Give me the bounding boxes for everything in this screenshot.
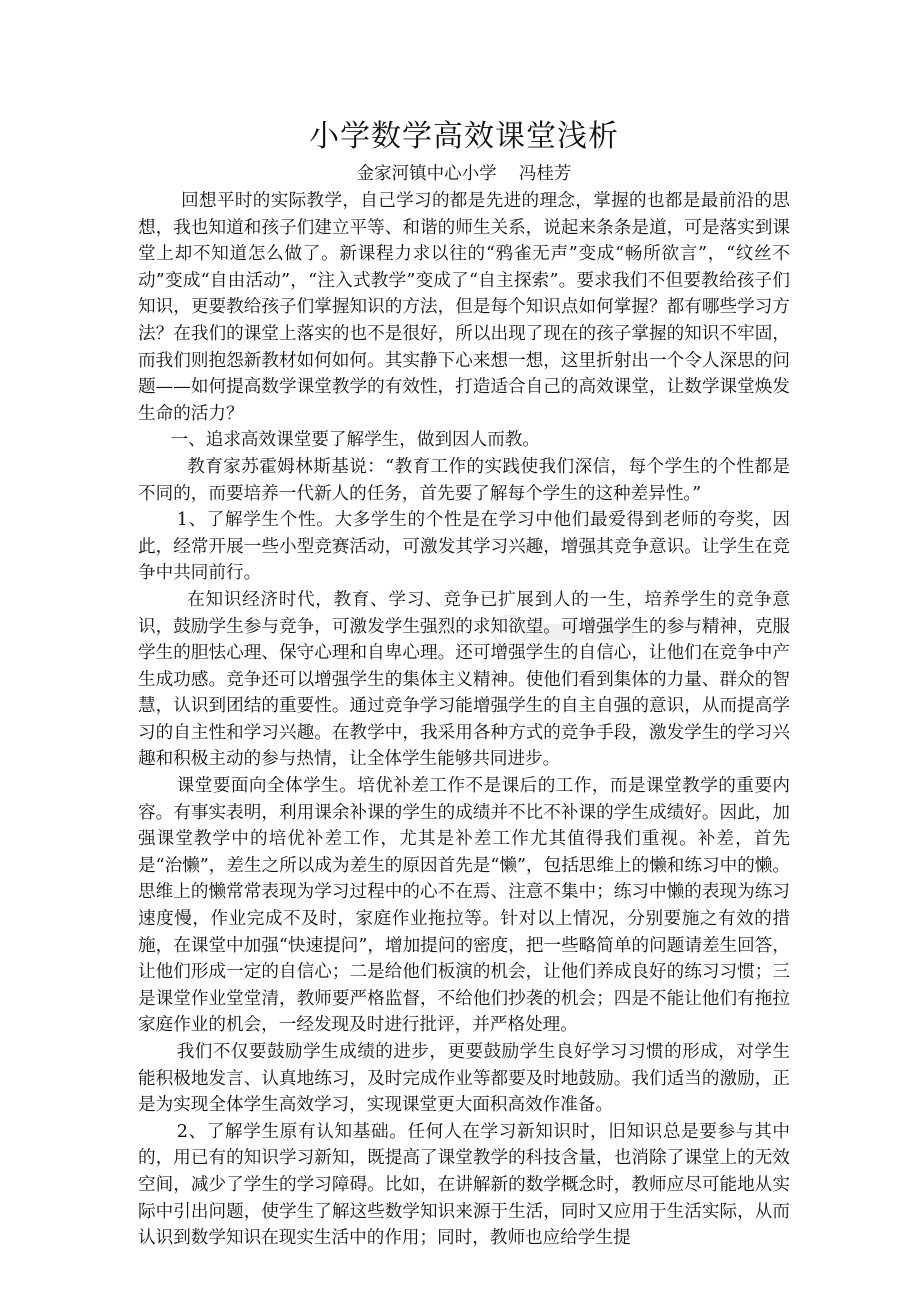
paragraph-all-students: 课堂要面向全体学生。培优补差工作不是课后的工作，而是课堂教学的重要内容。有事实表明，利用课余补课的学生的成绩并不比不补课的学生成绩好。因此，加强课堂教学中的培优补差工作，尤其是补差工作尤其值得我们重视。补差，首先是“治懒”，差生之所以成为差生的原因首先是“懒”，包括思维上的懒和练习中的懒。思维上的懒常常表现为学习过程中的心不在焉、注意不集中；练习中懒的表现为练习速度慢，作业完成不及时，家庭作业拖拉等。针对以上情况，分别要施之有效的措施，在课堂中加强“快速提问”，增加提问的密度，把一些略简单的问题请差生回答，让他们形成一定的自信心；二是给他们板演的机会，让他们养成良好的练习习惯；三是课堂作业堂堂清，教师要严格监督，不给他们抄袭的机会；四是不能让他们有拖拉家庭作业的机会，一经发现及时进行批评，并严格处理。 bbox=[138, 776, 790, 1036]
paragraph-point-1: 1、了解学生个性。大多学生的个性是在学习中他们最爱得到老师的夸奖，因此，经常开展一些小型竞赛活动，可激发其学习兴趣，增强其竞争意识。让学生在竞争中共同前行。 bbox=[138, 510, 790, 584]
paragraph-intro: 回想平时的实际教学，自己学习的都是先进的理念，掌握的也都是最前沿的思想，我也知道和孩子们建立平等、和谐的师生关系，说起来条条是道，可是落实到课堂上却不知道怎么做了。新课程力求以往的“鸦雀无声”变成“畅所欲言”，“纹丝不动”变成“自由活动”，“注入式教学”变成了“自主探索”。要求我们不但要教给孩子们知识，更要教给孩子们掌握知识的方法，但是每个知识点如何掌握？都有哪些学习方法？在我们的课堂上落实的也不是很好，所以出现了现在的孩子掌握的知识不牢固，而我们则抱怨新教材如何如何。其实静下心来想一想，这里折射出一个令人深思的问题——如何提高数学课堂教学的有效性，打造适合自己的高效课堂，让数学课堂焕发生命的活力？ bbox=[138, 191, 790, 424]
document-body bbox=[138, 188, 790, 1252]
paragraph-point-2: 2、了解学生原有认知基础。任何人在学习新知识时，旧知识总是要参与其中的，用已有的知识学习新知，既提高了课堂教学的科技含量，也消除了课堂上的无效空间，减少了学生的学习障碍。比如，在讲解新的数学概念时，教师应尽可能地从实际中引出问题，使学生了解这些数学知识来源于生活，同时又应用于生活实际，从而认识到数学知识在现实生活中的作用；同时，教师也应给学生提 bbox=[138, 1121, 790, 1249]
paragraph-quote: 教育家苏霍姆林斯基说：“教育工作的实践使我们深信，每个学生的个性都是不同的，而要培养一代新人的任务，首先要了解每个学生的这种差异性。” bbox=[138, 456, 790, 504]
paragraph-encouragement: 我们不仅要鼓励学生成绩的进步，更要鼓励学生良好学习习惯的形成，对学生能积极地发言、认真地练习，及时完成作业等都要及时地鼓励。我们适当的激励，正是为实现全体学生高效学习，实现课堂更大面积高效作准备。 bbox=[138, 1042, 790, 1116]
document-title: 小学数学高效课堂浅析 bbox=[309, 119, 619, 154]
author-line: 金家河镇中心小学 冯桂芳 bbox=[356, 164, 572, 184]
paragraph-competition: 在知识经济时代，教育、学习、竞争已扩展到人的一生，培养学生的竞争意识，鼓励学生参与竞争，可激发学生强烈的求知欲望。可增强学生的参与精神，克服学生的胆怯心理、保守心理和自卑心理。还可增强学生的自信心，让他们在竞争中产生成功感。竞争还可以增强学生的集体主义精神。使他们看到集体的力量、群众的智慧，认识到团结的重要性。通过竞争学习能增强学生的自主自强的意识，从而提高学习的自主性和学习兴趣。在教学中，我采用各种方式的竞争手段，激发学生的学习兴趣和积极主动的参与热情，让全体学生能够共同进步。 bbox=[138, 589, 790, 770]
section-heading-1: 一、追求高效课堂要了解学生，做到因人而教。 bbox=[170, 430, 541, 451]
document-page bbox=[138, 114, 790, 1252]
